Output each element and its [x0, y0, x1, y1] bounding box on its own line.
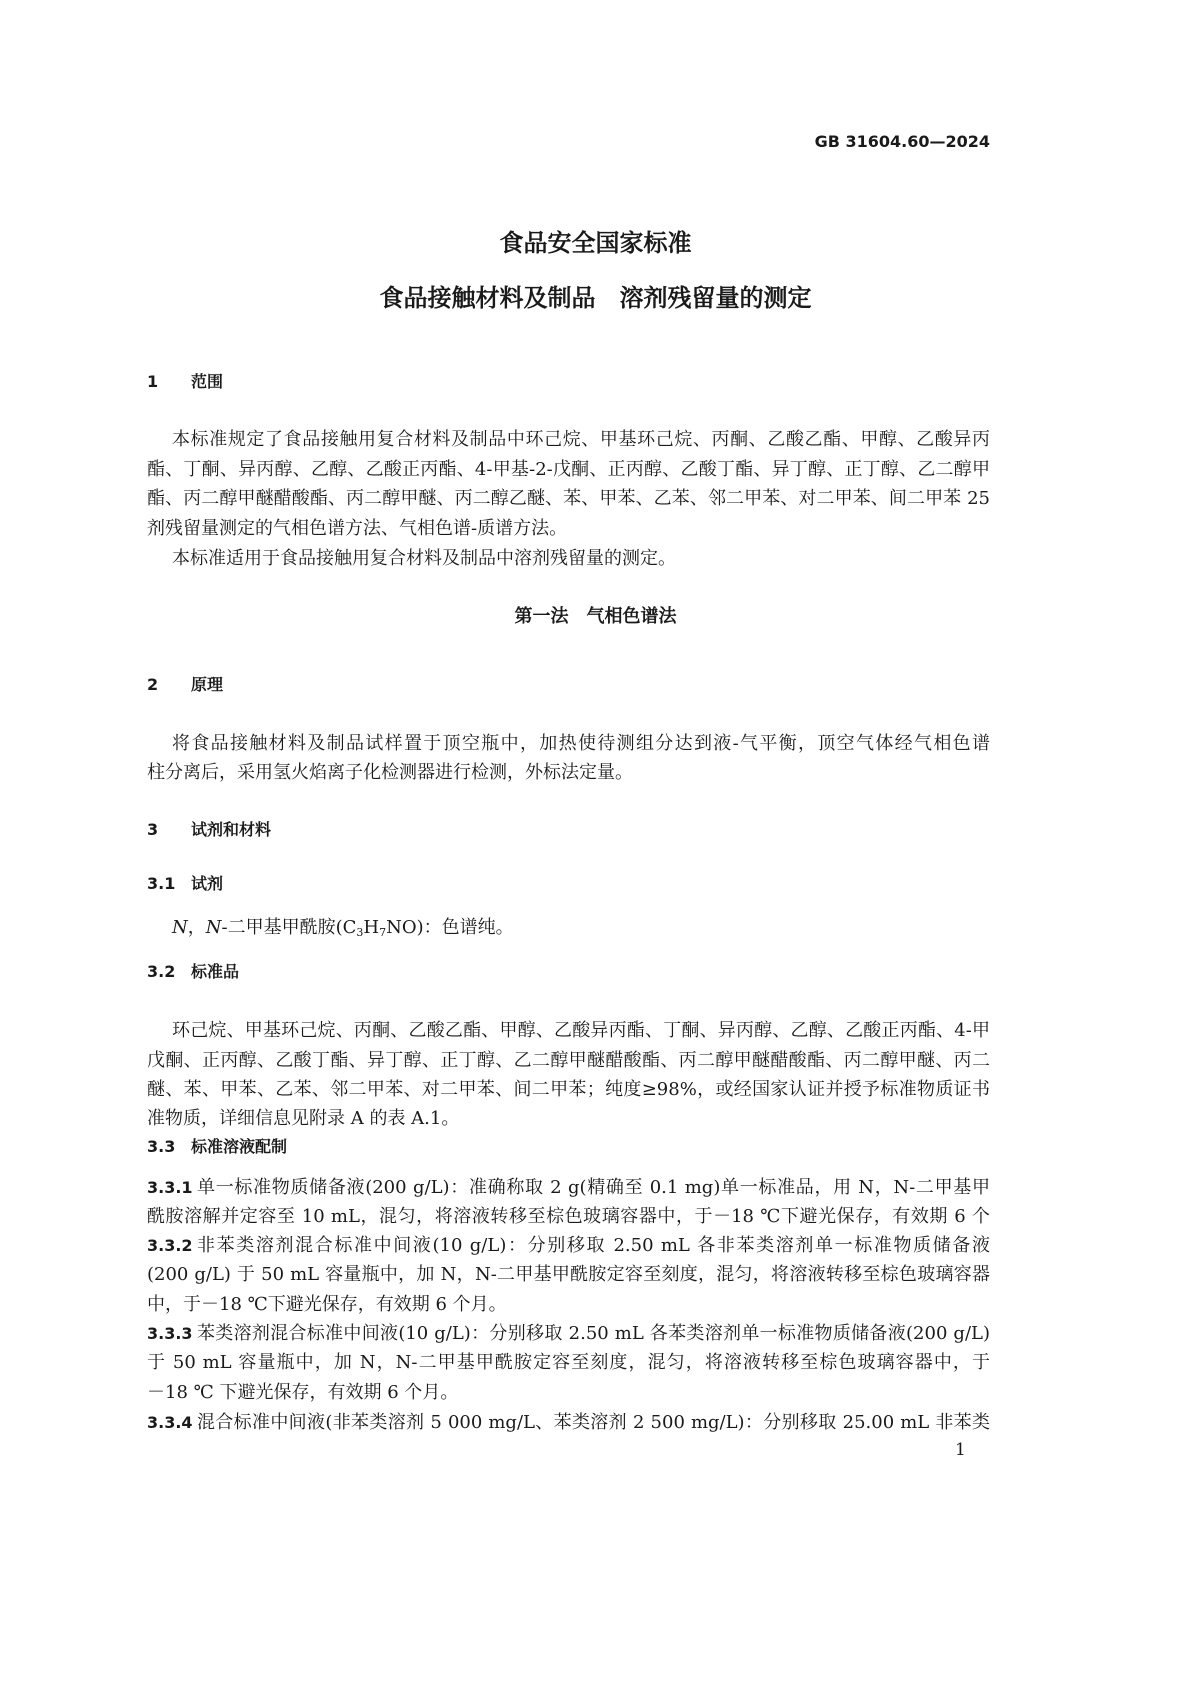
paragraph-line: 本标准适用于食品接触用复合材料及制品中溶剂残留量的测定。	[172, 548, 676, 569]
section-number: 3	[147, 820, 159, 839]
clause-3-3-2	[147, 1235, 990, 1257]
paragraph-line: 于 50 mL 容量瓶中，加 N，N-二甲基甲酰胺定容至刻度，混匀，将溶液转移至棕色玻璃容器中，于	[147, 1352, 990, 1373]
comma: ，	[187, 917, 206, 938]
paragraph-line: 中，于－18 ℃下避光保存，有效期 6 个月。	[147, 1294, 507, 1315]
paragraph-line: 准物质，详细信息见附录 A 的表 A.1。	[147, 1108, 460, 1129]
subscript: 7	[379, 926, 387, 939]
clause-3-3-1	[147, 1177, 990, 1199]
clause-number: 3.3.2	[147, 1236, 193, 1255]
section-number: 3.1	[147, 874, 176, 893]
text: H	[363, 917, 380, 938]
paragraph-line: 柱分离后，采用氢火焰离子化检测器进行检测，外标法定量。	[147, 762, 633, 783]
section-number: 3.3	[147, 1137, 176, 1156]
paragraph-line: 单一标准物质储备液(200 g/L)：准确称取 2 g(精确至 0.1 mg)单一标准品，用 N，N-二甲基甲	[197, 1177, 990, 1198]
section-title: 原理	[191, 675, 224, 694]
section-number: 1	[147, 372, 159, 391]
paragraph-line: 酯、丁酮、异丙醇、乙醇、乙酸正丙酯、4-甲基-2-戊酮、正丙醇、乙酸丁酯、异丁醇、正丁醇、乙二醇甲	[147, 459, 990, 480]
section-3-3-heading	[147, 1136, 990, 1158]
italic-n: N	[172, 917, 188, 938]
paragraph-line: (200 g/L) 于 50 mL 容量瓶中，加 N，N-二甲基甲酰胺定容至刻度，混匀，将溶液转移至棕色玻璃容器	[147, 1264, 990, 1285]
italic-n: N	[205, 917, 222, 938]
clause-number: 3.3.1	[147, 1178, 193, 1197]
paragraph-line: 苯类溶剂混合标准中间液(10 g/L)：分别移取 2.50 mL 各苯类溶剂单一标准物质储备液(200 g/L)	[197, 1323, 990, 1344]
paragraph-line: 戊酮、正丙醇、乙酸丁酯、异丁醇、正丁醇、乙二醇甲醚醋酸酯、丙二醇甲醚醋酸酯、丙二醇甲醚、丙二	[147, 1050, 990, 1071]
paragraph-line: 本标准规定了食品接触用复合材料及制品中环己烷、甲基环己烷、丙酮、乙酸乙酯、甲醇、乙酸异丙	[172, 429, 990, 450]
paragraph-line: 剂残留量测定的气相色谱方法、气相色谱-质谱方法。	[147, 518, 568, 539]
paragraph-line: －18 ℃ 下避光保存，有效期 6 个月。	[147, 1382, 459, 1403]
clause-3-3-3	[147, 1323, 990, 1345]
section-title: 试剂和材料	[191, 820, 272, 839]
text: -二甲基甲酰胺(C	[221, 917, 357, 938]
paragraph-line: 醚、苯、甲苯、乙苯、邻二甲苯、对二甲苯、间二甲苯；纯度≥98%，或经国家认证并授予标准物质证书	[147, 1079, 990, 1100]
clause-number: 3.3.3	[147, 1324, 193, 1343]
paragraph-line: 非苯类溶剂混合标准中间液(10 g/L)：分别移取 2.50 mL 各非苯类溶剂单一标准物质储备液	[197, 1235, 990, 1256]
section-3-2-heading	[147, 961, 990, 983]
section-number: 3.2	[147, 962, 176, 981]
section-3-heading	[147, 819, 990, 841]
section-title: 试剂	[191, 874, 224, 893]
page-number: 1	[955, 1440, 966, 1460]
standard-number: GB 31604.60—2024	[814, 132, 990, 151]
text: NO)：色谱纯。	[386, 917, 514, 938]
clause-number: 3.3.4	[147, 1413, 193, 1432]
reagent-line	[172, 917, 990, 944]
paragraph-line: 酯、丙二醇甲醚醋酸酯、丙二醇甲醚、丙二醇乙醚、苯、甲苯、乙苯、邻二甲苯、对二甲苯、间二甲苯 25	[147, 488, 990, 509]
section-2-heading	[147, 674, 990, 696]
paragraph-line: 酰胺溶解并定容至 10 mL，混匀，将溶液转移至棕色玻璃容器中，于－18 ℃下避光保存，有效期 6 个	[147, 1206, 990, 1227]
subscript: 3	[356, 926, 364, 939]
section-1-heading	[147, 371, 990, 393]
paragraph-line: 环己烷、甲基环己烷、丙酮、乙酸乙酯、甲醇、乙酸异丙酯、丁酮、异丙醇、乙醇、乙酸正丙酯、4-甲	[172, 1020, 990, 1041]
section-title: 范围	[191, 372, 224, 391]
paragraph-line: 将食品接触材料及制品试样置于顶空瓶中，加热使待测组分达到液-气平衡，顶空气体经气相色谱	[172, 733, 990, 754]
document-title: 食品安全国家标准	[499, 229, 692, 257]
section-3-1-heading	[147, 873, 990, 895]
paragraph-line: 混合标准中间液(非苯类溶剂 5 000 mg/L、苯类溶剂 2 500 mg/L)：分别移取 25.00 mL 非苯类	[197, 1412, 990, 1433]
clause-3-3-4	[147, 1412, 990, 1434]
document-subtitle: 食品接触材料及制品 溶剂残留量的测定	[379, 284, 812, 312]
method-heading: 第一法 气相色谱法	[514, 606, 677, 627]
section-number: 2	[147, 675, 159, 694]
section-title: 标准品	[191, 962, 240, 981]
section-title: 标准溶液配制	[191, 1137, 288, 1156]
